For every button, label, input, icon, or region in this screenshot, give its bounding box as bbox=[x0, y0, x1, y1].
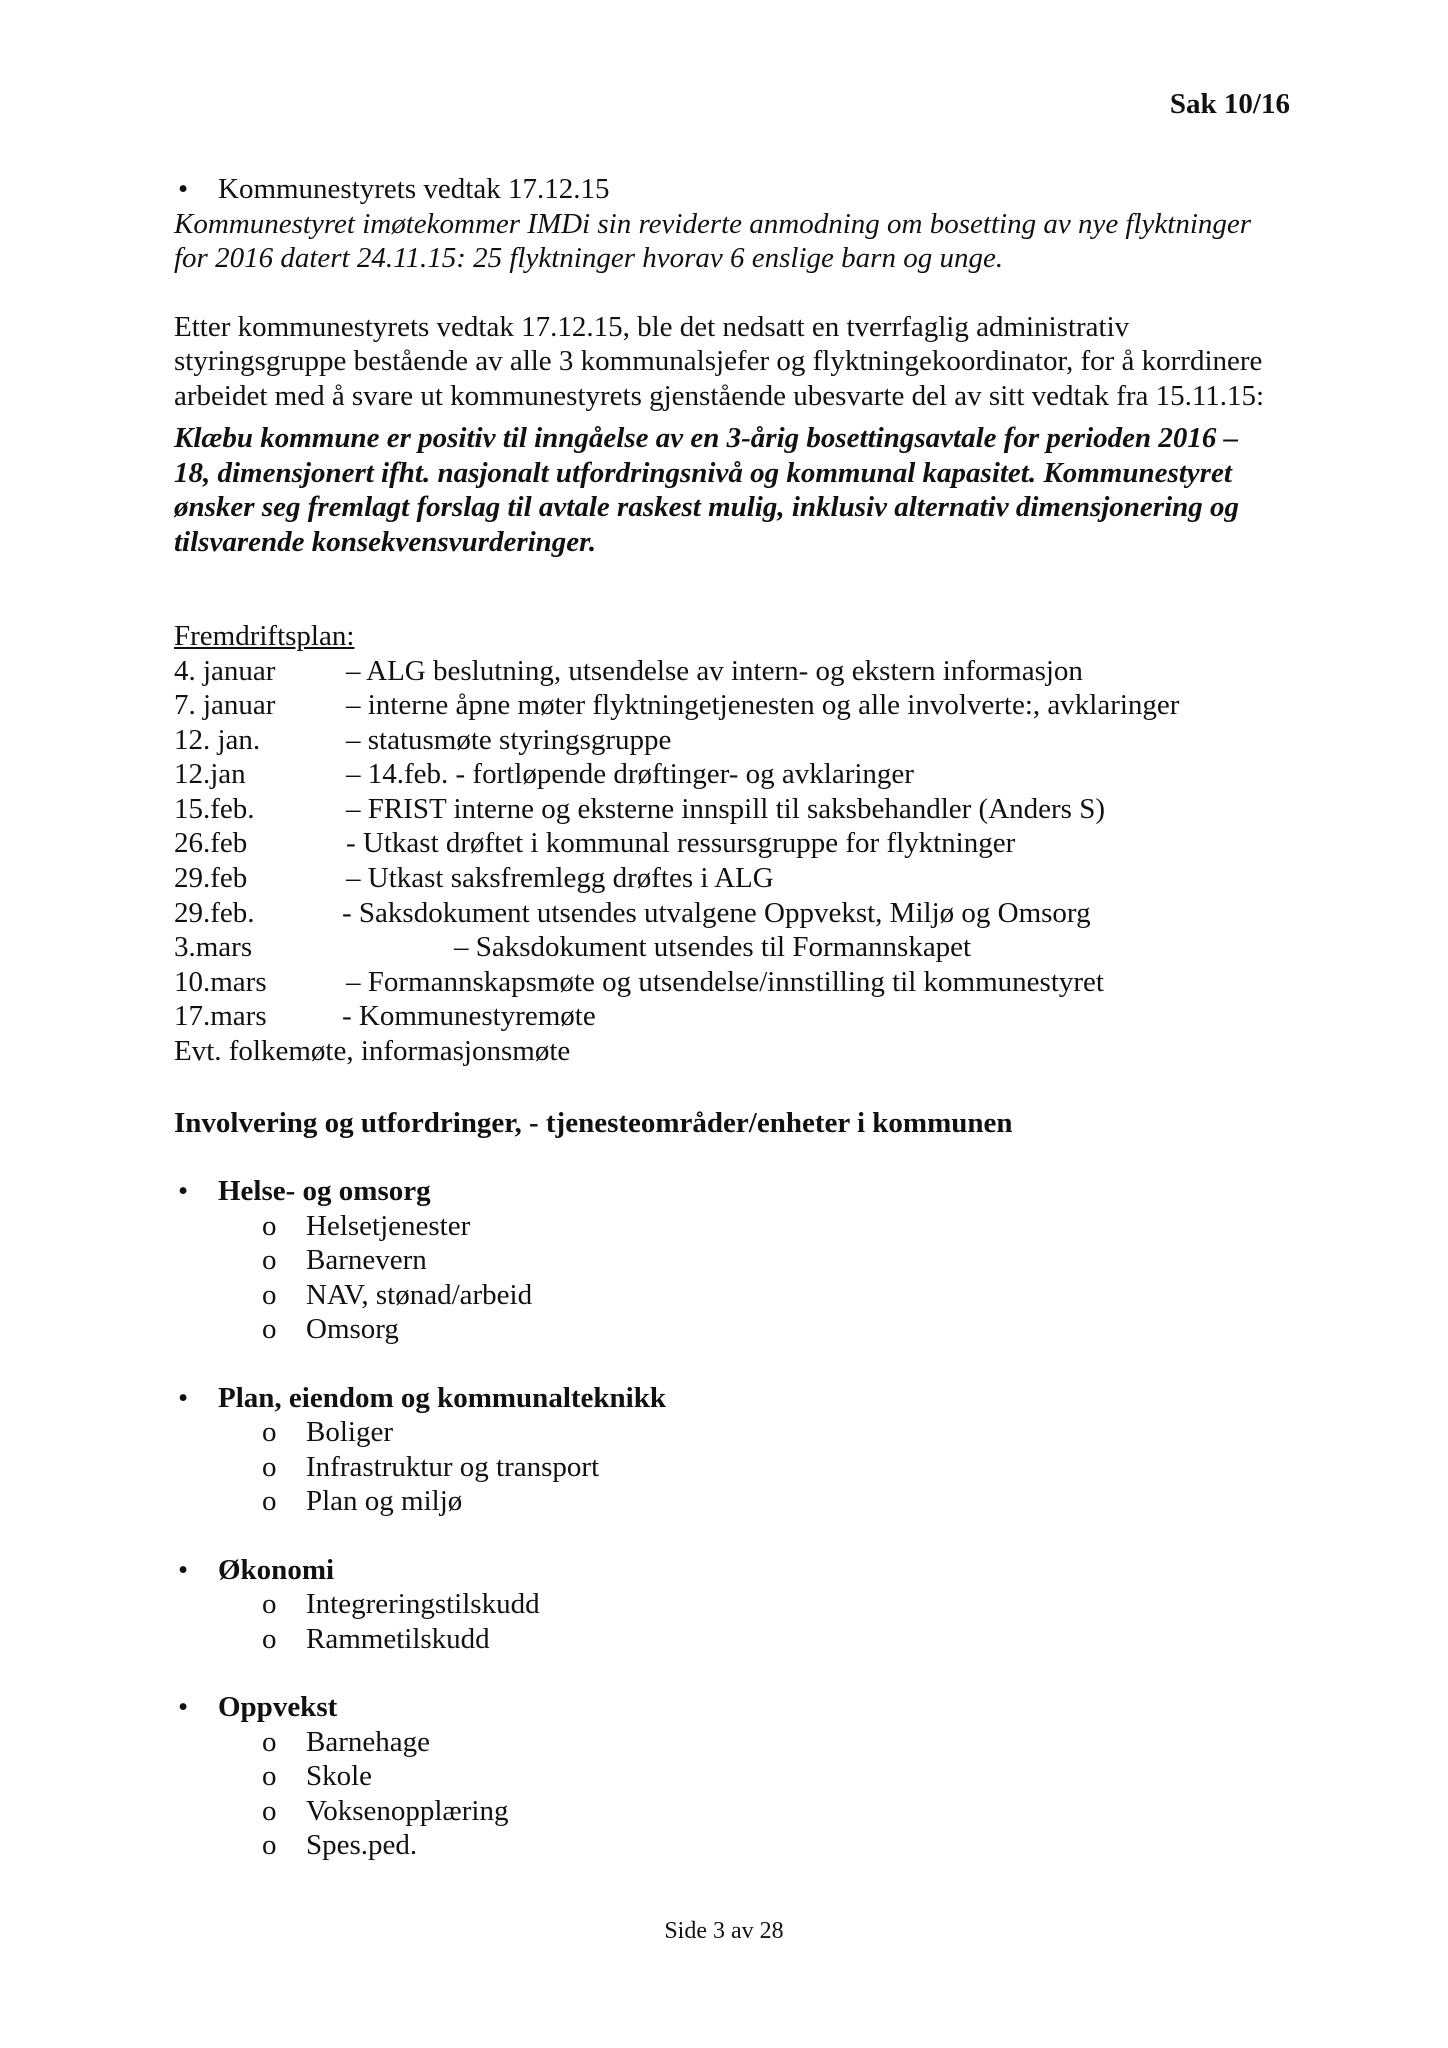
schedule-row bbox=[174, 757, 1294, 792]
bullet-icon: • bbox=[178, 1381, 189, 1414]
list-item-text: NAV, stønad/arbeid bbox=[306, 1278, 533, 1311]
circle-bullet-icon: o bbox=[262, 1794, 277, 1827]
list-item bbox=[174, 1759, 1294, 1794]
spacer bbox=[174, 1140, 1294, 1174]
schedule-date: 7. januar bbox=[174, 689, 276, 722]
quote-line-4: tilsvarende konsekvensvurderinger. bbox=[174, 525, 597, 558]
area-title bbox=[174, 1174, 1294, 1209]
area-title-text: Økonomi bbox=[218, 1553, 335, 1586]
schedule-row bbox=[174, 723, 1294, 758]
quote-line-1: Klæbu kommune er positiv til inngåelse av en 3-årig bosettingsavtale for perioden 2016 – bbox=[174, 422, 1239, 454]
circle-bullet-icon: o bbox=[262, 1725, 277, 1758]
page-content bbox=[174, 172, 1294, 1897]
schedule-date: 10.mars bbox=[174, 965, 267, 998]
schedule-title: Fremdriftsplan: bbox=[174, 620, 355, 652]
bullet-icon: • bbox=[178, 1175, 189, 1208]
list-item bbox=[174, 1484, 1294, 1519]
paragraph-line-1: Etter kommunestyrets vedtak 17.12.15, ble det nedsatt en tverrfaglig administrativ bbox=[174, 310, 1130, 343]
decision-text-line-1: Kommunestyret imøtekommer IMDi sin reviderte anmodning om bosetting av nye flyktninger bbox=[174, 207, 1252, 240]
list-item-text: Spes.ped. bbox=[306, 1829, 418, 1862]
list-item bbox=[174, 1209, 1294, 1244]
circle-bullet-icon: o bbox=[262, 1313, 277, 1346]
list-item bbox=[174, 1622, 1294, 1657]
list-item-text: Voksenopplæring bbox=[306, 1794, 509, 1827]
list-item-text: Rammetilskudd bbox=[306, 1622, 490, 1655]
schedule-row bbox=[174, 792, 1294, 827]
circle-bullet-icon: o bbox=[262, 1760, 277, 1793]
schedule-description: – ALG beslutning, utsendelse av intern- og ekstern informasjon bbox=[346, 654, 1083, 687]
area-title-text: Helse- og omsorg bbox=[218, 1175, 431, 1208]
area-title bbox=[174, 1381, 1294, 1416]
circle-bullet-icon: o bbox=[262, 1209, 277, 1242]
schedule-description: – Utkast saksfremlegg drøftes i ALG bbox=[346, 862, 774, 895]
schedule-row bbox=[174, 896, 1294, 931]
spacer bbox=[174, 276, 1294, 310]
circle-bullet-icon: o bbox=[262, 1450, 277, 1483]
schedule-date: 17.mars bbox=[174, 1000, 267, 1033]
schedule-row bbox=[174, 965, 1294, 1000]
list-item-text: Skole bbox=[306, 1760, 373, 1793]
area-okonomi bbox=[174, 1553, 1294, 1657]
case-reference: Sak 10/16 bbox=[1169, 88, 1290, 120]
quote-line-3: ønsker seg fremlagt forslag til avtale raskest mulig, inklusiv alternativ dimensjonering og bbox=[174, 491, 1240, 523]
list-item bbox=[174, 1587, 1294, 1622]
spacer bbox=[174, 559, 1294, 593]
schedule-description: – Formannskapsmøte og utsendelse/innstilling til kommunestyret bbox=[346, 965, 1104, 998]
list-item bbox=[174, 1243, 1294, 1278]
area-title-text: Oppvekst bbox=[218, 1691, 338, 1724]
schedule-date: 12.jan bbox=[174, 758, 246, 791]
schedule-date: 12. jan. bbox=[174, 723, 261, 756]
schedule-description: - Kommunestyremøte bbox=[342, 1000, 596, 1033]
list-item bbox=[174, 1415, 1294, 1450]
schedule-description: – interne åpne møter flyktningetjenesten og alle involverte:, avklaringer bbox=[346, 689, 1180, 722]
list-item-text: Plan og miljø bbox=[306, 1485, 463, 1518]
circle-bullet-icon: o bbox=[262, 1829, 277, 1862]
circle-bullet-icon: o bbox=[262, 1416, 277, 1449]
paragraph-line-2: styringsgruppe bestående av alle 3 kommunalsjefer og flyktningekoordinator, for å korrdinere bbox=[174, 345, 1263, 377]
area-helse-omsorg bbox=[174, 1174, 1294, 1347]
paragraph-line-3: arbeidet med å svare ut kommunestyrets gjenstående ubesvarte del av sitt vedtak fra 15.11.15: bbox=[174, 379, 1265, 412]
list-item bbox=[174, 1450, 1294, 1485]
list-item bbox=[174, 1278, 1294, 1313]
list-item bbox=[174, 1828, 1294, 1863]
schedule-description: - Saksdokument utsendes utvalgene Oppvekst, Miljø og Omsorg bbox=[342, 896, 1091, 929]
list-item-text: Boliger bbox=[306, 1416, 393, 1449]
area-title bbox=[174, 1553, 1294, 1588]
schedule-description: – 14.feb. - fortløpende drøftinger- og avklaringer bbox=[346, 758, 914, 791]
decision-text-line-2: for 2016 datert 24.11.15: 25 flyktninger hvorav 6 enslige barn og unge. bbox=[174, 242, 1004, 274]
bullet-icon: • bbox=[178, 173, 189, 205]
list-item-text: Barnehage bbox=[306, 1725, 430, 1758]
circle-bullet-icon: o bbox=[262, 1485, 277, 1518]
spacer bbox=[174, 593, 1294, 619]
circle-bullet-icon: o bbox=[262, 1588, 277, 1621]
schedule-row bbox=[174, 688, 1294, 723]
schedule-description: – statusmøte styringsgruppe bbox=[346, 723, 672, 756]
schedule-date: 3.mars bbox=[174, 931, 253, 964]
decision-heading-text: Kommunestyrets vedtak 17.12.15 bbox=[218, 173, 610, 205]
schedule-description: – Saksdokument utsendes til Formannskapet bbox=[454, 931, 972, 964]
list-item-text: Infrastruktur og transport bbox=[306, 1450, 600, 1483]
bullet-icon: • bbox=[178, 1691, 189, 1724]
list-item bbox=[174, 1725, 1294, 1760]
list-item bbox=[174, 1794, 1294, 1829]
schedule-note: Evt. folkemøte, informasjonsmøte bbox=[174, 1035, 571, 1068]
schedule-date: 29.feb. bbox=[174, 896, 255, 929]
schedule-date: 4. januar bbox=[174, 654, 276, 687]
list-item bbox=[174, 1312, 1294, 1347]
spacer bbox=[174, 1069, 1294, 1103]
schedule-row bbox=[174, 999, 1294, 1034]
schedule-row bbox=[174, 930, 1294, 965]
schedule-row bbox=[174, 861, 1294, 896]
schedule-row bbox=[174, 826, 1294, 861]
list-item-text: Helsetjenester bbox=[306, 1209, 471, 1242]
schedule-row bbox=[174, 654, 1294, 689]
area-oppvekst bbox=[174, 1690, 1294, 1863]
area-plan-eiendom bbox=[174, 1381, 1294, 1519]
circle-bullet-icon: o bbox=[262, 1244, 277, 1277]
bullet-icon: • bbox=[178, 1553, 189, 1586]
list-item-text: Integreringstilskudd bbox=[306, 1588, 540, 1621]
schedule-date: 29.feb bbox=[174, 862, 248, 895]
area-title bbox=[174, 1690, 1294, 1725]
spacer bbox=[174, 413, 1294, 421]
quote-line-2: 18, dimensjonert ifht. nasjonalt utfordringsnivå og kommunal kapasitet. Kommunestyret bbox=[174, 456, 1232, 489]
page-number: Side 3 av 28 bbox=[664, 1918, 784, 1944]
involvement-heading: Involvering og utfordringer, - tjenesteområder/enheter i kommunen bbox=[174, 1106, 1013, 1139]
circle-bullet-icon: o bbox=[262, 1622, 277, 1655]
area-title-text: Plan, eiendom og kommunalteknikk bbox=[218, 1381, 666, 1414]
list-item-text: Barnevern bbox=[306, 1244, 427, 1277]
schedule-date: 15.feb. bbox=[174, 792, 255, 825]
schedule-date: 26.feb bbox=[174, 827, 248, 860]
list-item-text: Omsorg bbox=[306, 1313, 399, 1346]
circle-bullet-icon: o bbox=[262, 1278, 277, 1311]
decision-heading bbox=[174, 172, 1294, 207]
schedule-description: – FRIST interne og eksterne innspill til saksbehandler (Anders S) bbox=[346, 792, 1105, 825]
schedule-description: - Utkast drøftet i kommunal ressursgruppe for flyktninger bbox=[346, 827, 1016, 860]
